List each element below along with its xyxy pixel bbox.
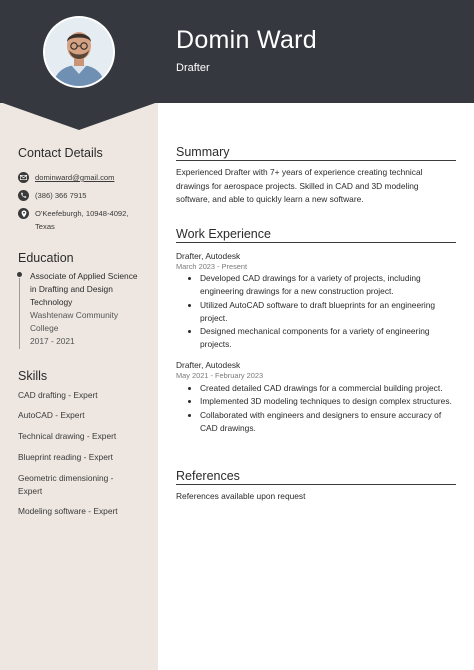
experience-heading: Work Experience [176,227,271,241]
job-bullet: • Created detailed CAD drawings for a commercial building project. [200,382,458,395]
summary-line: software, and able to quickly learn a new software. [176,194,364,204]
degree-line-3: Technology [30,297,73,307]
candidate-title: Drafter [176,62,210,74]
summary-heading: Summary [176,145,230,159]
email-icon [18,172,29,183]
location-pin-icon [18,208,29,219]
education-heading: Education [18,251,74,265]
job-bullet: • Designed mechanical components for a variety of engineering projects. [200,325,458,352]
job-bullets [176,272,458,352]
job-title: Drafter, Autodesk [176,251,241,261]
summary-divider [176,160,456,161]
timeline-line [19,278,20,349]
education-entry [30,270,138,348]
degree-line-1: Associate of Applied Science [30,271,138,281]
summary-line: Experienced Drafter with 7+ years of experience creating technical [176,167,423,177]
job-bullet: • Implemented 3D modeling techniques to design complex structures. [200,395,458,408]
school-line-2: College [30,323,59,333]
job-bullets [176,382,458,435]
contact-address [18,207,129,233]
skill-item: Modeling software - Expert [18,506,118,516]
timeline-dot [17,272,22,277]
skill-item: CAD drafting - Expert [18,390,98,400]
degree-line-2: in Drafting and Design [30,284,113,294]
email-link[interactable]: dominward@gmail.com [35,173,115,182]
school-line-1: Washtenaw Community [30,310,119,320]
job-dates: March 2023 - Present [176,262,248,271]
job-dates: May 2021 - February 2023 [176,371,264,380]
person-portrait-icon [45,18,113,86]
address-text [35,207,129,233]
contact-phone [18,189,87,202]
summary-text [176,166,451,207]
skill-item: Technical drawing - Expert [18,431,117,441]
references-divider [176,484,456,485]
references-heading: References [176,469,240,483]
skill-item: Blueprint reading - Expert [18,452,113,462]
address-line-2: Texas [35,222,55,231]
contact-heading: Contact Details [18,146,103,160]
references-text: References available upon request [176,491,306,501]
skills-heading: Skills [18,369,48,383]
profile-photo [45,18,113,86]
job-title: Drafter, Autodesk [176,360,241,370]
skill-item: Geometric dimensioning - [18,473,114,483]
candidate-name: Domin Ward [176,26,317,54]
education-years: 2017 - 2021 [30,336,75,346]
experience-divider [176,242,456,243]
phone-number: (386) 366 7915 [35,191,87,200]
phone-icon [18,190,29,201]
skill-item-continued: Expert [18,486,43,496]
skill-item: AutoCAD - Expert [18,410,85,420]
address-line-1: O'Keefeburgh, 10948-4092, [35,209,129,218]
summary-line: drawings for aerospace projects. Skilled in CAD and 3D modeling [176,180,419,191]
job-bullet: • Developed CAD drawings for a variety of projects, including engineering drawings for a new construction project. [200,272,458,299]
contact-email [18,171,114,184]
header-chevron [0,102,158,130]
job-bullet: • Utilized AutoCAD software to draft blueprints for an engineering project. [200,299,458,326]
job-bullet: • Collaborated with engineers and designers to ensure accuracy of CAD drawings. [200,409,458,436]
